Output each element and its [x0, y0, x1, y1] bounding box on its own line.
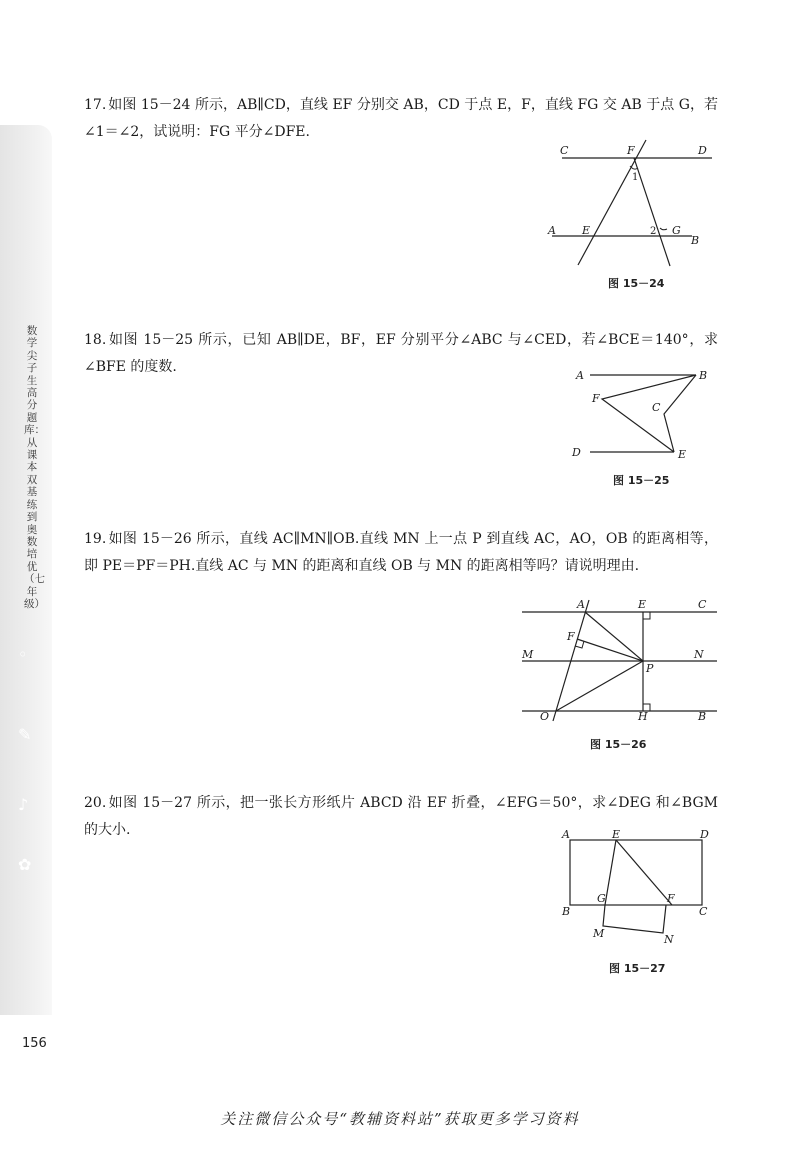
- problem-text: 如图 15－24 所示，AB∥CD，直线 EF 分别交 AB，CD 于点 E，F，直线 FG 交 AB 于点 G，若∠1＝∠2，试说明：FG 平分∠DFE.: [84, 97, 718, 140]
- label-A: A: [548, 224, 556, 237]
- label-C: C: [652, 401, 661, 414]
- label-M: M: [522, 648, 534, 661]
- label-N: N: [664, 933, 674, 946]
- label-F: F: [667, 892, 675, 905]
- label-D: D: [698, 144, 707, 157]
- crease-EF: [616, 840, 672, 905]
- label-E: E: [678, 448, 687, 461]
- label-M: M: [593, 927, 605, 940]
- figure-15-25-svg: [566, 366, 716, 461]
- decor-shape: ◦: [18, 645, 28, 664]
- label-C: C: [698, 598, 707, 611]
- problem-19: [84, 526, 718, 580]
- right-angle-E: [643, 612, 650, 619]
- side-tab: [0, 125, 52, 1015]
- label-B: B: [699, 369, 708, 382]
- label-H: H: [638, 710, 648, 723]
- path-BFE: [602, 375, 696, 452]
- figure-15-26: [522, 598, 717, 723]
- caption-15-25: 图 15－25: [613, 474, 670, 487]
- problem-number: 20.: [84, 795, 107, 811]
- decor-shape: ♪: [18, 795, 29, 814]
- label-B: B: [691, 234, 700, 247]
- segment-AP: [585, 612, 643, 661]
- problem-text: 如图 15－25 所示，已知 AB∥DE，BF，EF 分别平分∠ABC 与∠CED，若∠BCE＝140°，求∠BFE 的度数.: [84, 332, 718, 375]
- figure-15-26-svg: [522, 598, 717, 723]
- caption-15-24: 图 15－24: [608, 277, 665, 290]
- label-A: A: [562, 828, 570, 841]
- label-1: 1: [632, 172, 639, 183]
- line-FG: [634, 158, 670, 266]
- label-F: F: [627, 144, 635, 157]
- figure-15-24: [548, 140, 718, 270]
- label-B: B: [562, 905, 571, 918]
- label-C: C: [699, 905, 708, 918]
- label-E: E: [612, 828, 621, 841]
- angle-2-arc: [660, 228, 667, 230]
- figure-15-27: [560, 826, 720, 951]
- label-N: N: [694, 648, 704, 661]
- figure-15-24-svg: [548, 140, 718, 270]
- figure-15-27-svg: [560, 826, 720, 951]
- problem-text: 如图 15－26 所示，直线 AC∥MN∥OB.直线 MN 上一点 P 到直线 AC，AO，OB 的距离相等，即 PE＝PF＝PH.直线 AC 与 MN 的距离和直线 OB 与 MN 的距离相等吗？请说明理由.: [84, 531, 718, 574]
- problem-number: 18.: [84, 332, 107, 348]
- label-B: B: [698, 710, 707, 723]
- label-O: O: [540, 710, 550, 723]
- segment-FP: [577, 639, 643, 661]
- decor-shape: ✎: [18, 725, 32, 744]
- label-D: D: [700, 828, 709, 841]
- rectangle-ABCD: [570, 840, 702, 905]
- label-A: A: [576, 369, 584, 382]
- label-C: C: [560, 144, 569, 157]
- label-A: A: [577, 598, 585, 611]
- label-G: G: [597, 892, 606, 905]
- problem-number: 19.: [84, 531, 107, 547]
- book-title-vertical: 数学尖子生高分题库：从课本双基练到奥数培优（七年级）: [24, 325, 45, 610]
- path-BCE: [664, 375, 696, 452]
- decor-shape: ✿: [18, 855, 32, 874]
- problem-text: 如图 15－27 所示，把一张长方形纸片 ABCD 沿 EF 折叠，∠EFG＝50°，求∠DEG 和∠BGM 的大小.: [84, 795, 718, 838]
- label-E: E: [582, 224, 591, 237]
- page-number: 156: [22, 1036, 47, 1051]
- problem-17: [84, 92, 718, 146]
- label-P: P: [646, 662, 654, 675]
- figure-15-25: [566, 366, 716, 461]
- problem-number: 17.: [84, 97, 107, 113]
- caption-15-26: 图 15－26: [590, 738, 647, 751]
- label-F: F: [567, 630, 575, 643]
- label-2: 2: [650, 226, 657, 237]
- label-E: E: [638, 598, 647, 611]
- caption-15-27: 图 15－27: [609, 962, 666, 975]
- label-D: D: [572, 446, 581, 459]
- line-EF: [578, 140, 646, 265]
- label-G: G: [672, 224, 681, 237]
- label-F: F: [592, 392, 600, 405]
- footer-promo: 关注微信公众号“教辅资料站”获取更多学习资料: [220, 1110, 580, 1128]
